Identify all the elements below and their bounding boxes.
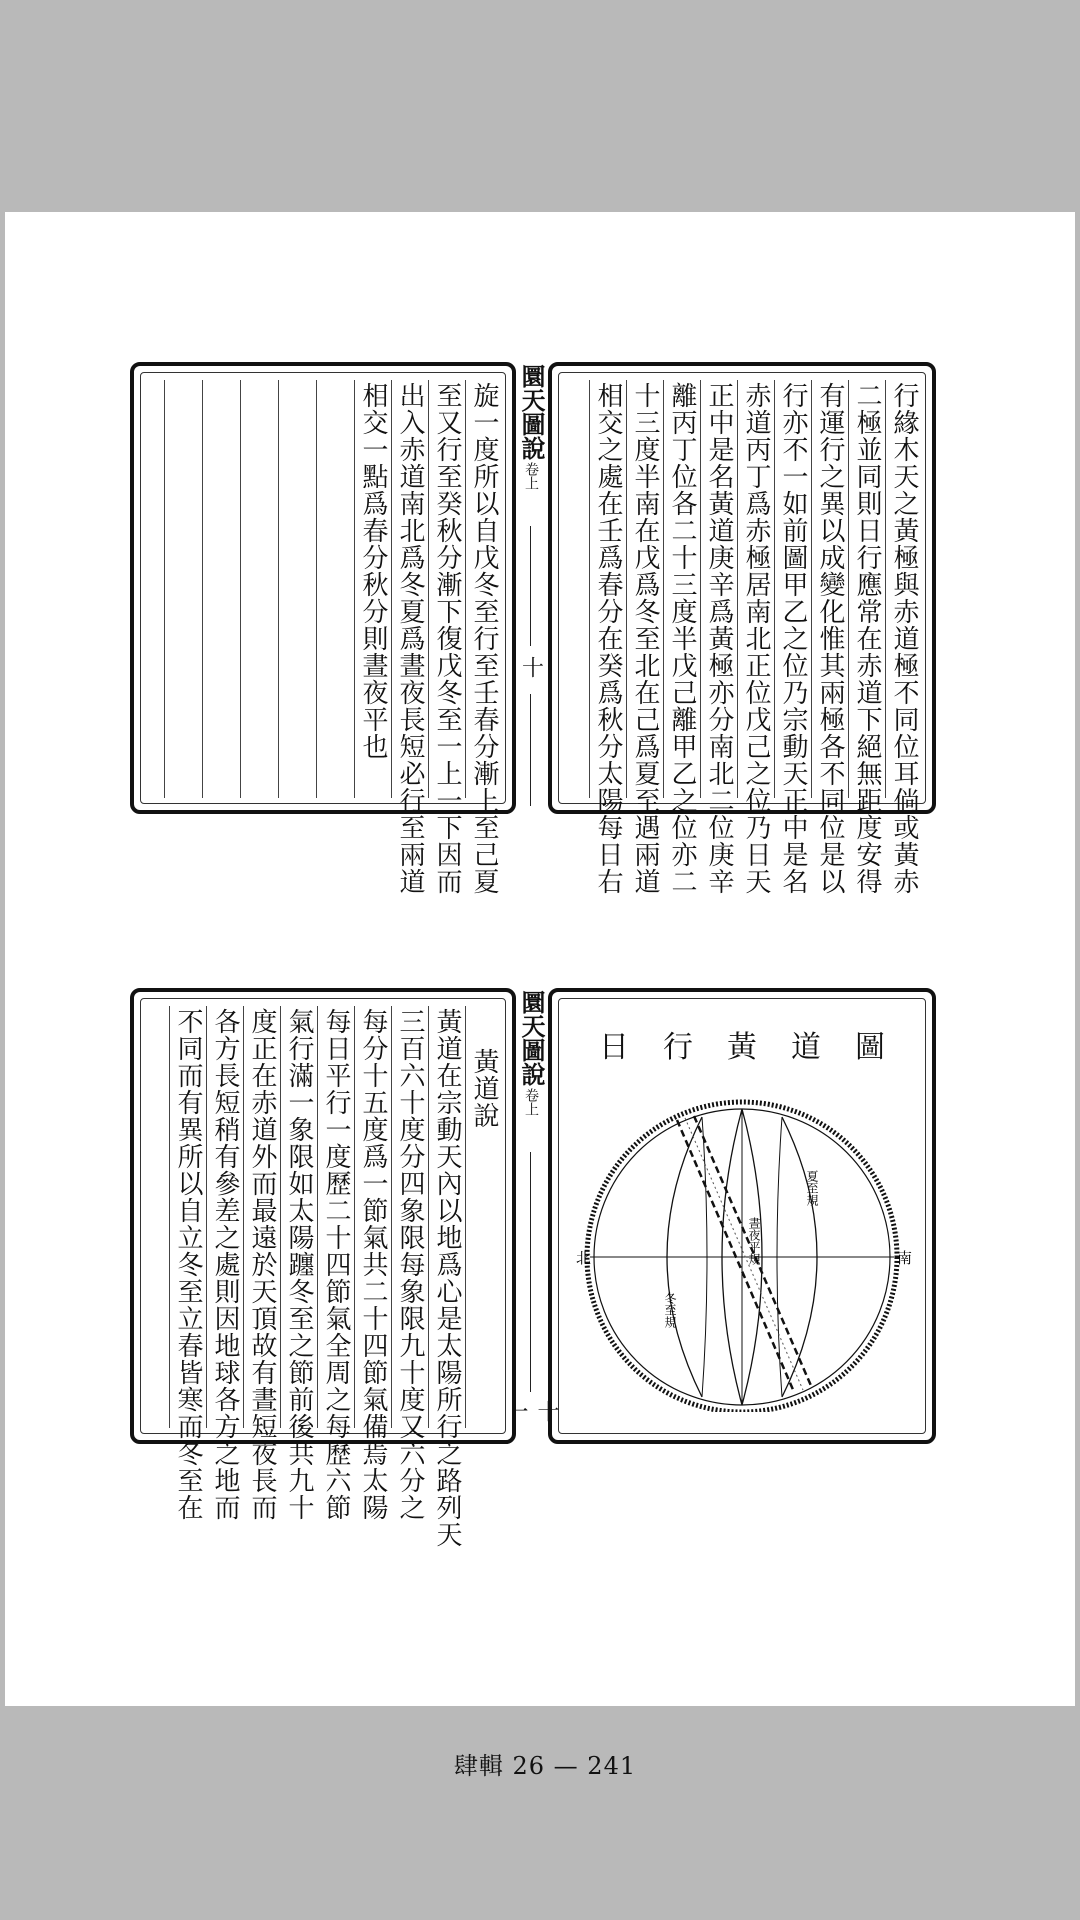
equator-circle-label: 晝夜平規 [747,1217,761,1265]
text-column [317,1006,354,1521]
diagram-title: 日行黃道圖 [599,1030,919,1065]
text-column [428,380,465,895]
column-text: 不同而有異所以自立冬至立春皆寒而冬至在 [173,1008,203,1521]
fold-page-number: 十 [534,1400,559,1422]
top-right-columns [562,380,922,895]
column-text: 每日平行一度歷二十四節氣全周之每歷六節 [321,1008,351,1521]
text-column [663,380,700,895]
column-text: 出入赤道南北爲冬夏爲晝夜長短必行至兩道 [395,382,425,895]
fold-page-number: 十 [518,656,544,678]
column-text: 行亦不一如前圖甲乙之位乃宗動天正中是名 [778,382,808,895]
column-text: 赤道丙丁爲赤極居南北正位戊己之位乃日天 [741,382,771,895]
text-column [391,1006,428,1521]
column-text: 氣行滿一象限如太陽躔冬至之節前後共九十 [284,1008,314,1521]
empty-column [240,380,278,798]
column-text: 至又行至癸秋分漸下復戊冬至一上一下因而 [432,382,462,895]
text-column [354,1006,391,1521]
text-column [700,380,737,895]
winter-circle-label: 冬至規 [663,1292,677,1328]
column-text: 每分十五度爲一節氣共二十四節氣備焉太陽 [358,1008,388,1521]
text-column [848,380,885,895]
diagram-panel [548,988,936,1444]
top-left-text-panel [130,362,516,895]
text-column [428,1006,465,1548]
heading-column [465,1006,502,1428]
ecliptic-band [677,1120,794,1392]
bottom-left-columns [144,1006,502,1548]
fold-center-line [530,694,531,806]
column-text: 度正在赤道外而最遠於天頂故有晝短夜長而 [247,1008,277,1521]
section-heading: 黃道說 [469,1048,499,1129]
text-column [737,380,774,895]
column-text: 離丙丁位各二十三度半戊己離甲乙之位亦二 [667,382,697,895]
page-footer: 肆輯 26 — 241 [453,1752,637,1780]
text-column [280,1006,317,1521]
text-column [885,380,922,895]
south-label: 南 [897,1251,913,1267]
ecliptic-band [685,1118,803,1390]
ecliptic-diagram [562,1092,922,1412]
fold-volume-label: 卷上 [523,462,539,490]
column-text: 二極並同則日行應常在赤道下絕無距度安得 [852,382,882,895]
top-left-columns [144,380,502,895]
text-column [589,380,626,895]
fold-book-title: 圜天圖說 [517,364,546,460]
fold-book-title: 圜天圖說 [517,990,546,1086]
empty-column [164,380,202,798]
fold-center-line [530,526,531,646]
text-column [206,1006,243,1521]
column-text: 三百六十度分四象限每象限九十度又六分之 [395,1008,425,1521]
bottom-left-text-panel [130,988,516,1548]
page-sheet [5,212,1075,1780]
text-column [626,380,663,895]
empty-column [202,380,240,798]
top-right-text-panel [548,362,936,895]
text-column [354,380,391,798]
text-column [465,380,502,895]
fold-volume-label: 卷上 [523,1088,539,1116]
column-text: 各方長短稍有參差之處則因地球各方之地而 [210,1008,240,1521]
column-text: 相交一點爲春分秋分則晝夜平也 [358,382,388,760]
text-column [391,380,428,895]
column-text: 黃道在宗動天內以地爲心是太陽所行之路列天 [432,1008,462,1548]
column-text: 相交之處在壬爲春分在癸爲秋分太陽每日右 [593,382,623,895]
summer-circle-label: 夏至規 [805,1170,819,1206]
top-fold-strip [514,364,548,814]
column-text: 正中是名黃道庚辛爲黃極亦分南北二位庚辛 [704,382,734,895]
text-column [169,1006,206,1521]
fold-center-line [530,1152,531,1392]
column-text: 十三度半南在戊爲冬至北在己爲夏至遇兩道 [630,382,660,895]
empty-column [278,380,316,798]
text-column [243,1006,280,1521]
column-text: 旋一度所以自戊冬至行至壬春分漸上至己夏 [469,382,499,895]
empty-column [316,380,354,798]
text-column [811,380,848,895]
text-column [774,380,811,895]
north-label: 北 [576,1251,592,1267]
bottom-fold-strip [514,990,559,1442]
column-text: 有運行之異以成變化惟其兩極各不同位是以 [815,382,845,895]
column-text: 行緣木天之黃極與赤道極不同位耳倘或黃赤 [889,382,919,895]
